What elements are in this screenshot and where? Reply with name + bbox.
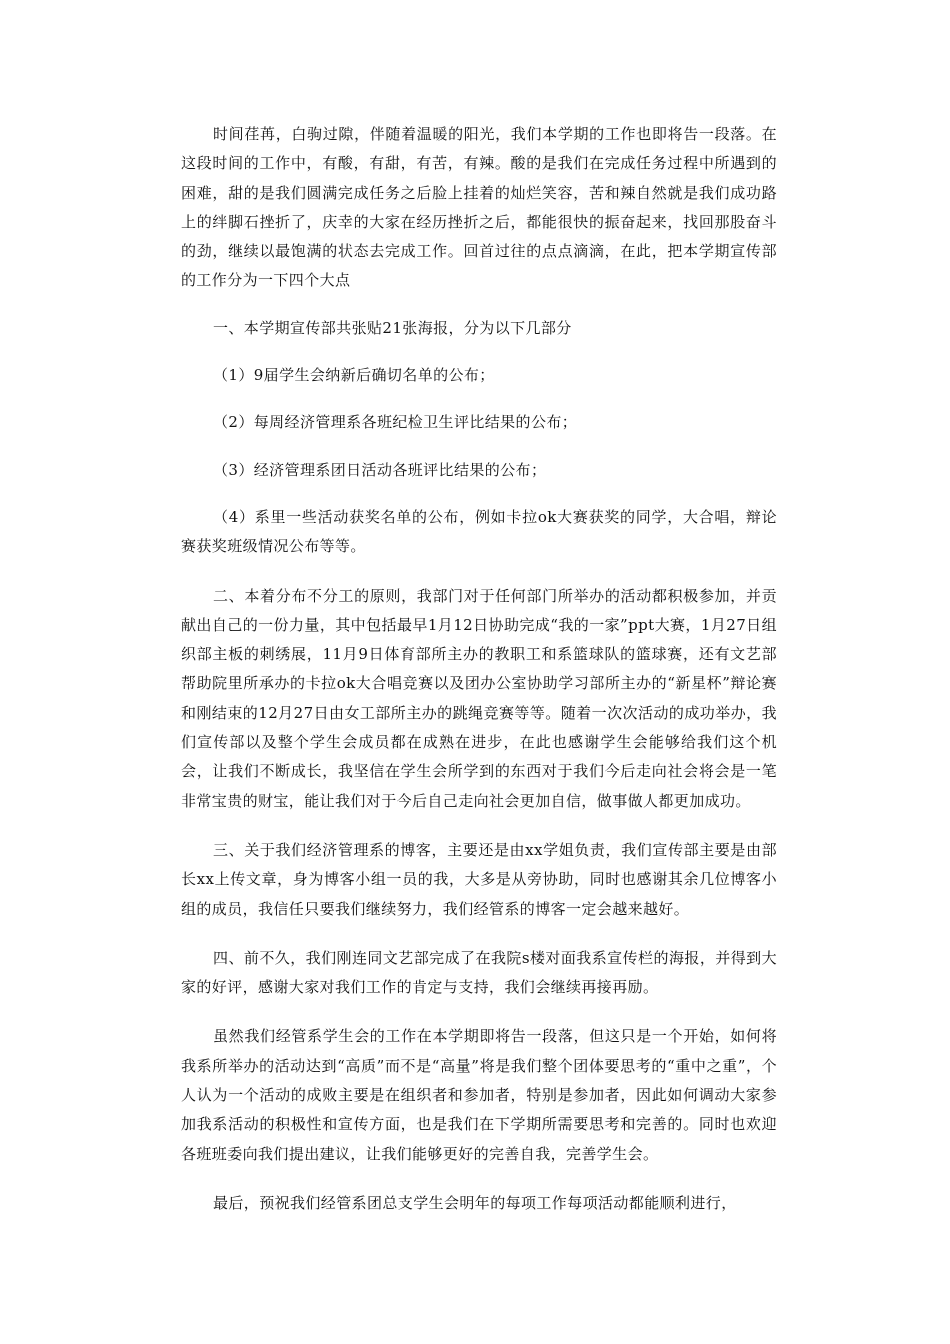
list-item-4: （4）系里一些活动获奖名单的公布，例如卡拉ok大赛获奖的同学，大合唱，辩论赛获奖班级情况公布等等。 — [181, 507, 777, 556]
section-two-paragraph: 二、本着分布不分工的原则，我部门对于任何部门所举办的活动都积极参加，并贡献出自己的一份力量，其中包括最早1月12日协助完成“我的一家”ppt大赛，1月27日组织部主板的刺绣展，11月9日体育部所主办的教职工和系篮球队的篮球赛，还有文艺部帮助院里所承办的卡拉ok大合唱竞赛以及团办公室协助学习部所主办的“新星杯”辩论赛和刚结束的12月27日由女工部所主办的跳绳竞赛等等。随着一次次活动的成功举办，我们宣传部以及整个学生会成员都在成熟在进步，在此也感谢学生会能够给我们这个机会，让我们不断成长，我坚信在学生会所学到的东西对于我们今后走向社会将会是一笔非常宝贵的财宝，能让我们对于今后自己走向社会更加自信，做事做人都更加成功。 — [181, 586, 777, 810]
list-item-2: （2）每周经济管理系各班纪检卫生评比结果的公布； — [213, 413, 578, 432]
document-page — [181, 120, 777, 1218]
list-item-1: （1）9届学生会纳新后确切名单的公布； — [213, 366, 495, 385]
list-item-3: （3）经济管理系团日活动各班评比结果的公布； — [213, 460, 547, 479]
closing-paragraph: 最后，预祝我们经管系团总支学生会明年的每项工作每项活动都能顺利进行， — [213, 1193, 737, 1212]
intro-paragraph: 时间荏苒，白驹过隙，伴随着温暖的阳光，我们本学期的工作也即将告一段落。在这段时间的工作中，有酸，有甜，有苦，有辣。酸的是我们在完成任务过程中所遇到的困难，甜的是我们圆满完成任务之后脸上挂着的灿烂笑容，苦和辣自然就是我们成功路上的绊脚石挫折了，庆幸的大家在经历挫折之后，都能很快的振奋起来，找回那股奋斗的劲，继续以最饱满的状态去完成工作。回首过往的点点滴滴，在此，把本学期宣传部的工作分为一下四个大点 — [181, 125, 777, 290]
section-four-paragraph: 四、前不久，我们刚连同文艺部完成了在我院s楼对面我系宣传栏的海报，并得到大家的好评，感谢大家对我们工作的肯定与支持，我们会继续再接再励。 — [181, 948, 777, 997]
section-one-heading: 一、本学期宣传部共张贴21张海报，分为以下几部分 — [213, 318, 572, 337]
summary-paragraph: 虽然我们经管系学生会的工作在本学期即将告一段落，但这只是一个开始，如何将我系所举办的活动达到“高质”而不是“高量”将是我们整个团体要思考的“重中之重”，个人认为一个活动的成败主要是在组织者和参加者，特别是参加者，因此如何调动大家参加我系活动的积极性和宣传方面，也是我们在下学期所需要思考和完善的。同时也欢迎各班班委向我们提出建议，让我们能够更好的完善自我，完善学生会。 — [181, 1027, 777, 1163]
section-three-paragraph: 三、关于我们经济管理系的博客，主要还是由xx学姐负责，我们宣传部主要是由部长xx上传文章，身为博客小组一员的我，大多是从旁协助，同时也感谢其余几位博客小组的成员，我信任只要我们继续努力，我们经管系的博客一定会越来越好。 — [181, 840, 777, 918]
